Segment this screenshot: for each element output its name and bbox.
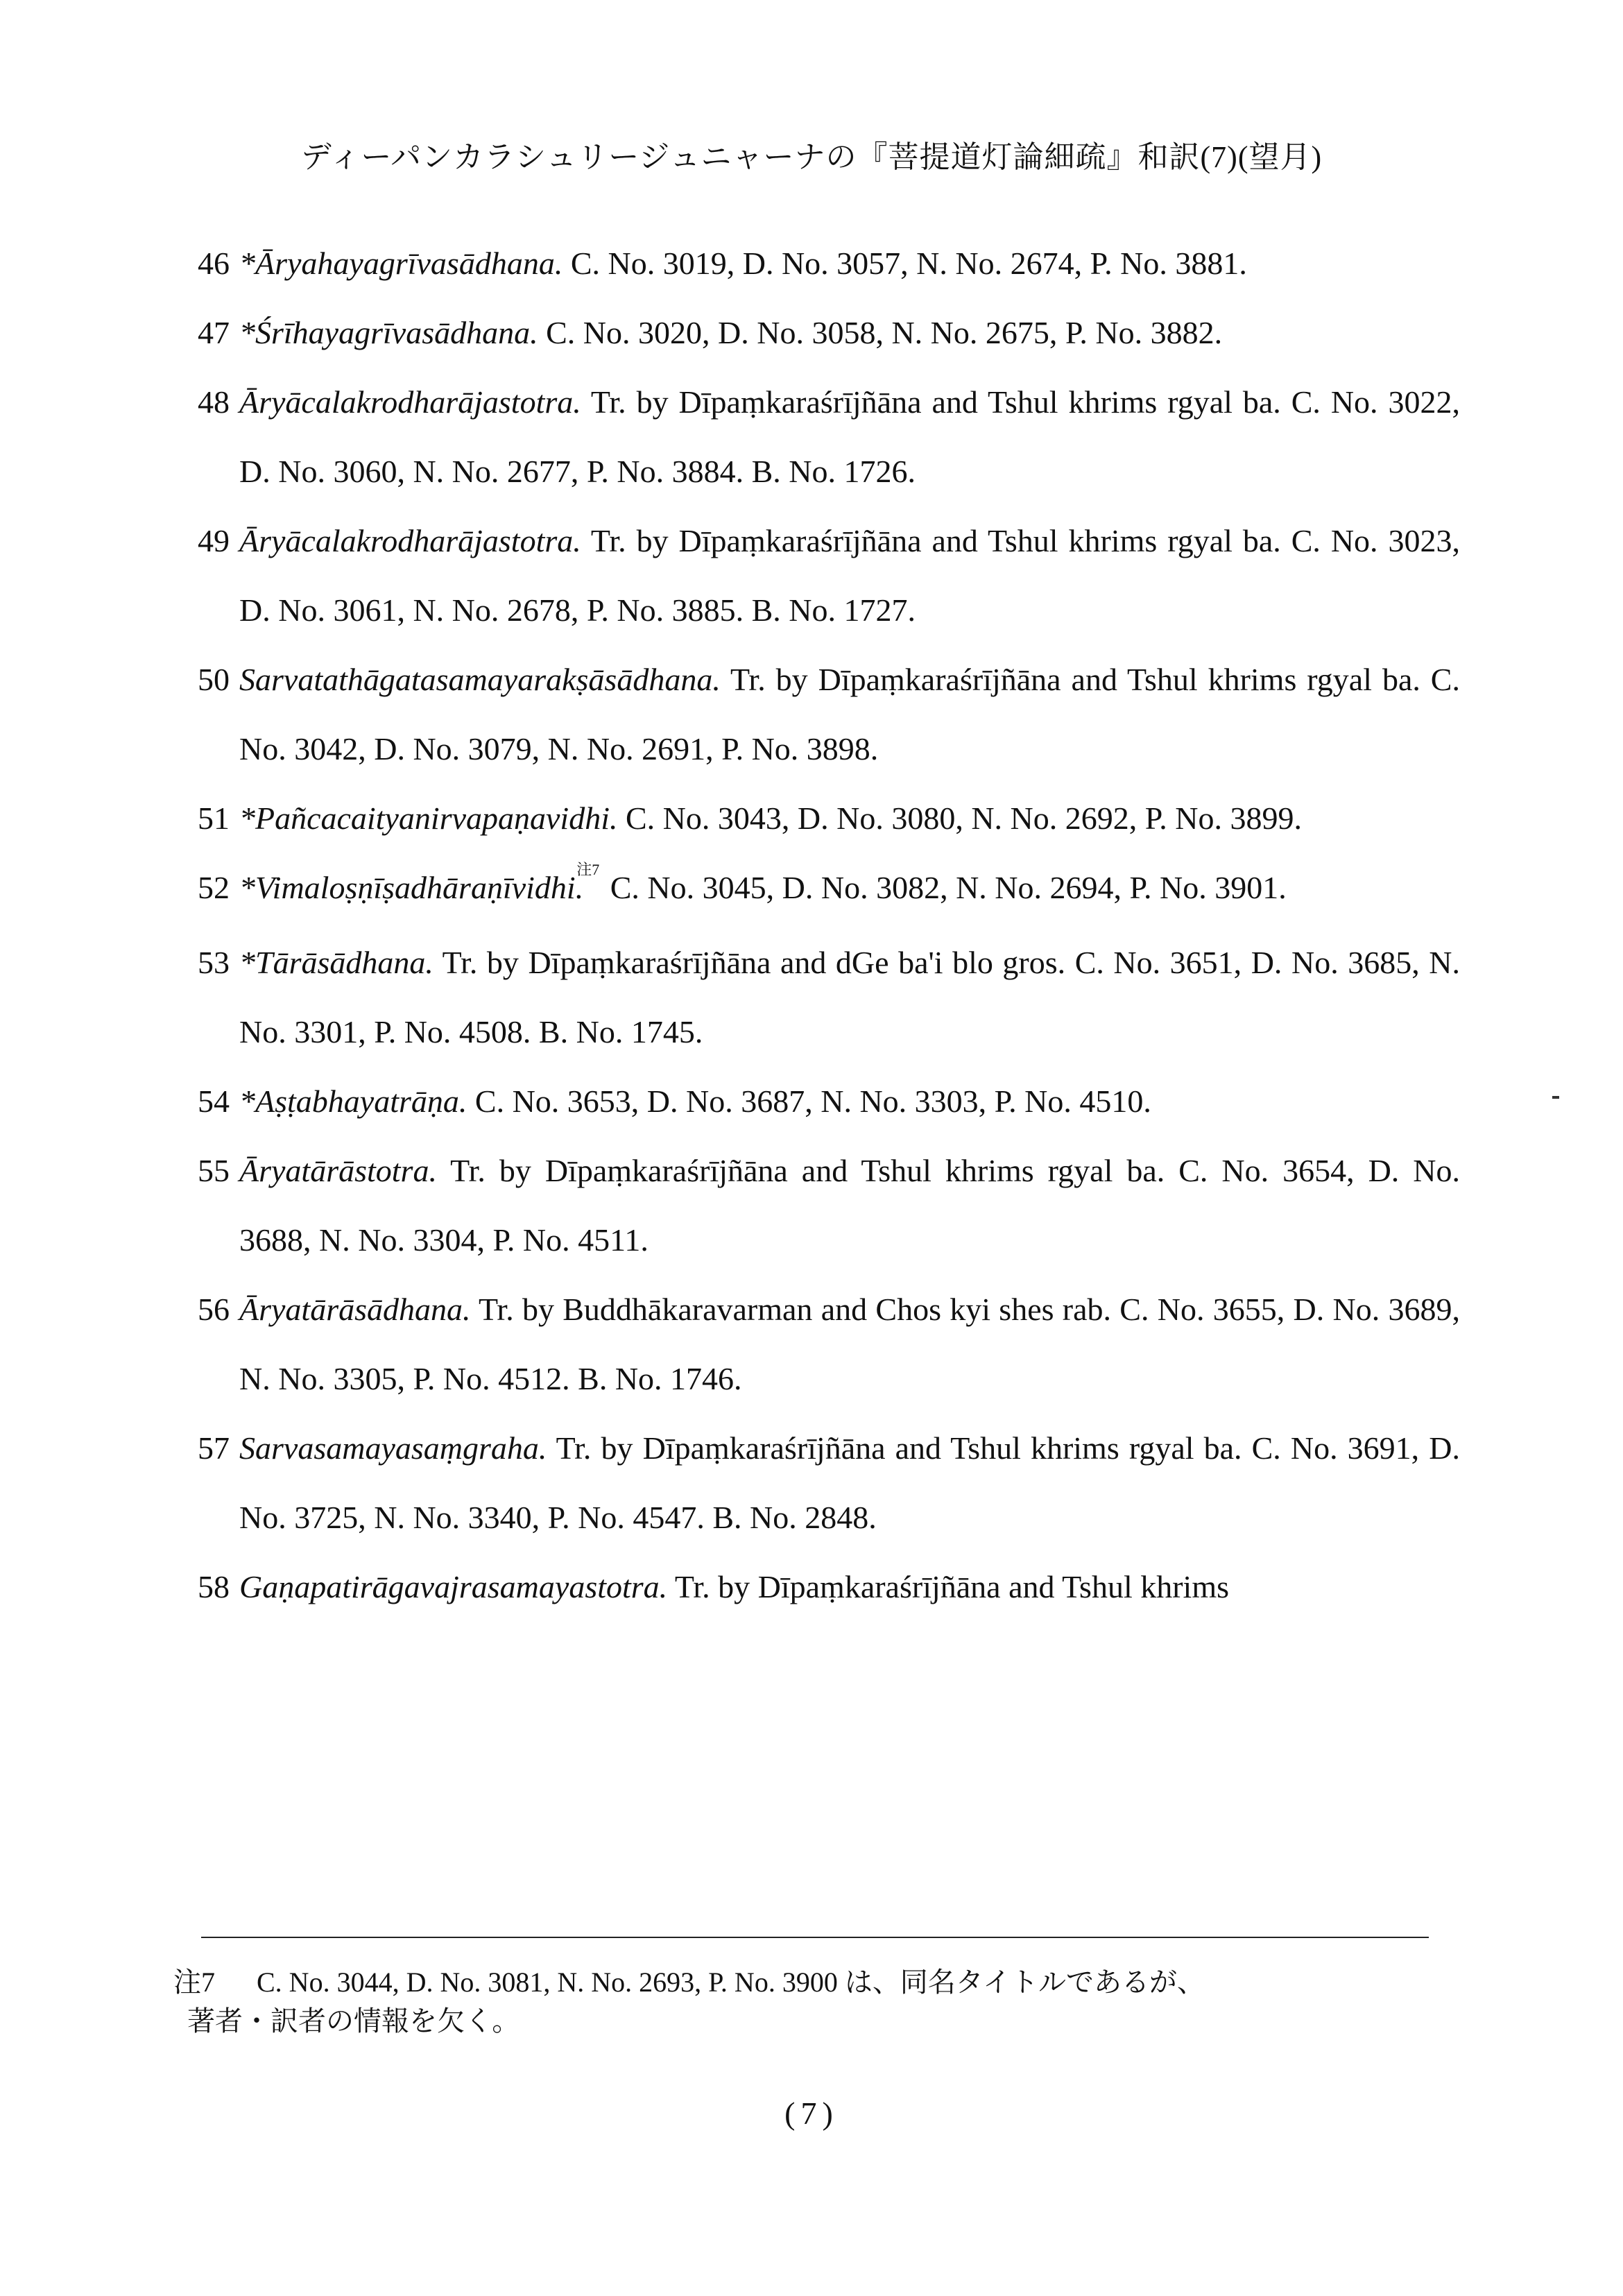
entry-55 <box>198 1136 1460 1275</box>
entry-number: 53 <box>198 945 230 980</box>
entry-title: Āryatārāsādhana. <box>239 1292 471 1327</box>
bibliography-list <box>198 229 1460 1622</box>
entry-title: Āryatārāstotra. <box>239 1153 437 1188</box>
entry-title: *Vimaloṣṇīṣadhāraṇīvidhi. <box>239 870 584 905</box>
entry-text: Tr. by Dīpaṃkaraśrījñāna and Tshul khrims <box>667 1569 1230 1604</box>
page-number: (7) <box>784 2096 839 2131</box>
entry-text: Tr. by Dīpaṃkaraśrījñāna and Tshul khrims rgyal ba. C. No. 3654, D. No. 3688, N. No. 3304, P. No. 4511. <box>239 1153 1460 1258</box>
entry-51 <box>198 784 1460 853</box>
entry-title: Sarvasamayasaṃgraha. <box>239 1430 547 1466</box>
footnote-marker[interactable]: 注7 <box>576 861 600 878</box>
entry-number: 46 <box>198 246 230 281</box>
footnote-line <box>173 1963 1463 2002</box>
entry-46 <box>198 229 1460 298</box>
entry-number: 54 <box>198 1083 230 1119</box>
entry-number: 55 <box>198 1153 230 1188</box>
running-header: ディーパンカラシュリージュニャーナの『菩提道灯論細疏』和訳(7)(望月) <box>300 140 1323 174</box>
entry-53 <box>198 928 1460 1067</box>
entry-title: Gaṇapatirāgavajrasamayastotra. <box>239 1569 668 1604</box>
entry-text: C. No. 3045, D. No. 3082, N. No. 2694, P. No. 3901. <box>602 870 1287 905</box>
entry-text: C. No. 3020, D. No. 3058, N. No. 2675, P. No. 3882. <box>538 315 1223 350</box>
entry-50 <box>198 645 1460 784</box>
entry-number: 49 <box>198 523 230 558</box>
entry-number: 57 <box>198 1430 230 1466</box>
entry-text: C. No. 3043, D. No. 3080, N. No. 2692, P. No. 3899. <box>617 800 1302 836</box>
entry-title: Sarvatathāgatasamayarakṣāsādhana. <box>239 662 721 697</box>
entry-text: Tr. by Dīpaṃkaraśrījñāna and Tshul khrims rgyal ba. C. No. 3691, D. No. 3725, N. No. 3340, P. No. 4547. B. No. 2848. <box>239 1430 1460 1535</box>
entry-54 <box>198 1067 1460 1136</box>
footnote-text-continued: 著者・訳者の情報を欠く。 <box>187 2005 520 2037</box>
entry-number: 58 <box>198 1569 230 1604</box>
entry-title: *Pañcacaityanirvapaṇavidhi. <box>239 800 618 836</box>
entry-title: Āryācalakrodharājastotra. <box>239 384 581 420</box>
footnote-label: 注7 <box>173 1967 215 1998</box>
entry-title: *Āryahayagrīvasādhana. <box>239 246 563 281</box>
entry-text: C. No. 3019, D. No. 3057, N. No. 2674, P. No. 3881. <box>563 246 1247 281</box>
entry-title: *Tārāsādhana. <box>239 945 433 980</box>
entry-number: 56 <box>198 1292 230 1327</box>
entry-56 <box>198 1275 1460 1414</box>
entry-text: Tr. by Dīpaṃkaraśrījñāna and dGe ba'i blo gros. C. No. 3651, D. No. 3685, N. No. 3301, P. No. 4508. B. No. 1745. <box>239 945 1460 1050</box>
entry-49 <box>198 506 1460 645</box>
entry-text: Tr. by Buddhākaravarman and Chos kyi shes rab. C. No. 3655, D. No. 3689, N. No. 3305, P. No. 4512. B. No. 1746. <box>239 1292 1460 1396</box>
entry-number: 50 <box>198 662 230 697</box>
entry-text: Tr. by Dīpaṃkaraśrījñāna and Tshul khrims rgyal ba. C. No. 3022, D. No. 3060, N. No. 2677, P. No. 3884. B. No. 1726. <box>239 384 1460 489</box>
entry-text: Tr. by Dīpaṃkaraśrījñāna and Tshul khrims rgyal ba. C. No. 3042, D. No. 3079, N. No. 2691, P. No. 3898. <box>239 662 1460 766</box>
entry-58 <box>198 1552 1460 1622</box>
entry-57 <box>198 1414 1460 1552</box>
footnote-divider <box>201 1937 1429 1938</box>
entry-text: Tr. by Dīpaṃkaraśrījñāna and Tshul khrims rgyal ba. C. No. 3023, D. No. 3061, N. No. 2678, P. No. 3885. B. No. 1727. <box>239 523 1460 628</box>
footnote-7 <box>173 1963 1463 2041</box>
entry-number: 47 <box>198 315 230 350</box>
entry-title: *Śrīhayagrīvasādhana. <box>239 315 538 350</box>
entry-52 <box>198 853 1460 928</box>
entry-number: 51 <box>198 800 230 836</box>
entry-number: 52 <box>198 870 230 905</box>
footnote-text: C. No. 3044, D. No. 3081, N. No. 2693, P. No. 3900 は、同名タイトルであるが、 <box>257 1967 1205 1998</box>
scan-artifact <box>1552 1096 1559 1099</box>
entry-number: 48 <box>198 384 230 420</box>
entry-title: *Aṣṭabhayatrāṇa. <box>239 1083 467 1119</box>
entry-47 <box>198 298 1460 368</box>
entry-title: Āryācalakrodharājastotra. <box>239 523 581 558</box>
entry-text: C. No. 3653, D. No. 3687, N. No. 3303, P. No. 4510. <box>467 1083 1151 1119</box>
entry-48 <box>198 368 1460 506</box>
